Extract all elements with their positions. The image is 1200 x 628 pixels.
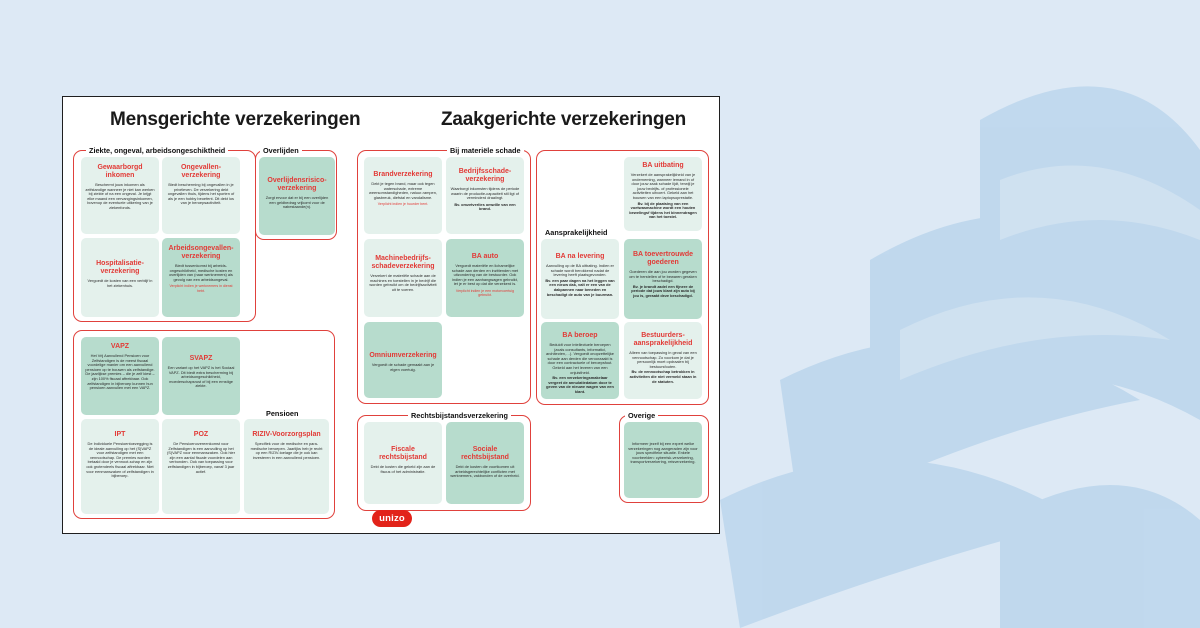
card-ba-toevertrouwde-goederen	[624, 239, 702, 319]
card-gewaarborgd-inkomen	[81, 157, 159, 234]
card-title: RIZIV-Voorzorgsplan	[252, 431, 321, 438]
card-title: Bestuurders-aansprakelijkheid	[633, 332, 693, 347]
card-riziv-voorzorgsplan	[244, 419, 329, 514]
card-note: Bv. je brandt zadel een fijnere de periode dat jouw klant zijn auto bij jou is, geraakt deze beschadigd.	[631, 283, 695, 298]
card-note: Bv. de vennootschap betrokken in activiteiten die niet vermeld staan in de statuten.	[629, 369, 697, 384]
card-bedrijfsschadeverzekering	[446, 157, 524, 234]
card-desc: Een variant op het VAPZ is het Sociaal VAPZ. Dit biedt extra bescherming bij arbeidsongeschiktheid, moederschapsrust of bij een ernstige ziekte.	[167, 365, 235, 389]
card-desc: Dekt de kosten die voortkomen uit arbeidsgerechtelijke conflicten met werknemers, vakbonden of de overheid.	[450, 464, 520, 479]
card-fiscale-rechtsbijstand	[364, 422, 442, 504]
card-desc: Specifiek voor de medische en para-medische beroepen. Jaarlijks heb je recht op een RIZIV-toelage die je ook kan investeren in een aanvullend pensioen.	[250, 441, 323, 460]
group-label-rechtsbijstand: Rechtsbijstandsverzekering	[408, 411, 511, 420]
card-note: Verplicht indien je huurder bent.	[377, 202, 429, 207]
card-title: Hospitalisatie-verzekering	[96, 260, 144, 275]
card-ba-auto	[446, 239, 524, 317]
group-label-pensioen: Pensioen	[263, 409, 301, 418]
card-bestuurdersaansprakelijkheid	[624, 322, 702, 399]
card-desc: Informeer jezelf bij een expert welke verzekeringen nog aangeraden zijn voor jouw specifieke situatie. Enkele voorbeelden: cyberrisk-verzekering, transportverzekering, reisverzekering.	[628, 441, 698, 465]
card-desc: Zorgt ervoor dat er bij een overlijden een geldbedrag vrijkomt voor de nabestaande(n).	[265, 195, 329, 210]
card-machinebedrijfsschadeverzekering	[364, 239, 442, 317]
card-overige	[624, 422, 702, 498]
card-note: Verplicht indien je werknemers in dienst hebt.	[169, 284, 233, 293]
group-label-overige: Overige	[625, 411, 658, 420]
card-poz	[162, 419, 240, 514]
card-title: VAPZ	[110, 343, 130, 350]
group-label-aansprakelijkheid: Aansprakelijkheid	[542, 228, 610, 237]
card-desc: Biedt tussenkomst bij arbeids-ongeschiktheid, medische kosten en overlijden van (naar werknemers) als gevolg van een arbeidsongeval.	[169, 263, 233, 282]
card-svapz	[162, 337, 240, 415]
card-title: POZ	[193, 431, 209, 438]
card-note: Bv. een verzekeringsmakelaar vergeet de annulatiedatum door te geven van de nieuwe wagen van een klant.	[546, 375, 614, 394]
card-title: Omniumverzekering	[369, 352, 437, 359]
card-desc: Vergoedt de schade gemaakt aan je eigen voertuig.	[371, 362, 435, 372]
card-hospitalisatieverzekering	[81, 238, 159, 317]
card-desc: De Individuele Pensioentoezegging is de ideale aanvulling op het (S)VAPZ voor zelfstandigen met een vennootschap. De premies worden betaald door je vennoot-schap en zijn ook grotendeels fiscaal aftrekbaar. Niet voor eenmanszaken of zelfstandigen in bijberoep.	[86, 441, 154, 479]
card-desc: Verzekert de materiële schade aan de machines en toestellen in je bedrijf die worden gebruikt om de bedrijfsactiviteit uit te voeren.	[369, 273, 437, 292]
card-vapz	[81, 337, 159, 415]
group-label-overlijden: Overlijden	[260, 146, 302, 155]
unizo-logo: unizo	[372, 510, 412, 527]
card-desc: Vergoedt materiële en lichamelijke schade aan derden en inzittenden met uitzondering van de bestuurder. Ook indien je een aanhangwagen gebruikt, let je er best op dat die verzekerd is.	[451, 263, 519, 287]
card-title: Arbeidsongevallen-verzekering	[168, 245, 234, 260]
card-omniumverzekering	[364, 322, 442, 398]
card-title: Bedrijfsschade-verzekering	[458, 168, 512, 183]
card-title: BA uitbating	[642, 162, 684, 169]
card-title: Fiscale rechtsbijstand	[379, 446, 427, 461]
card-title: Sociale rechtsbijstand	[461, 446, 509, 461]
card-note: Bv. bij de plaatsing van een voetwasmachine wordt een houten bewelingsf tijdens het binnendragen van het toestel.	[629, 200, 697, 220]
card-desc: Waarborgt inkomsten tijdens de periode waarin de productie-capaciteit stil ligt of verminderd draaiingt.	[450, 186, 520, 201]
insurance-poster	[63, 97, 719, 533]
card-ba-uitbating	[624, 157, 702, 231]
card-desc: Beduidt voor intellectuele beroepen (zoals consultants, informatici, architecten,…). Vergoedt onopzettelijke schade aan derden die veroorzaakt is door een contractuele of beroepsfout. Gekeld aan het leveren van een onjuistheid.	[546, 342, 614, 375]
card-brandverzekering	[364, 157, 442, 234]
title-zaakgericht: Zaakgerichte verzekeringen	[441, 109, 687, 130]
card-ongevallenverzekering	[162, 157, 240, 234]
card-desc: Beschermt jouw inkomen als zelfstandige wanneer je niet kan werken bij ziekte of na een ongeval. Je krijgt elke maand een vervangingsinkomen, bovenop de eventuele uitkering van je ziekenfonds.	[85, 182, 155, 210]
card-title: Overlijdensrisico-verzekering	[267, 177, 327, 192]
card-title: Brandverzekering	[373, 171, 433, 178]
card-title: BA beroep	[562, 332, 598, 339]
card-desc: Verzekert de aansprakelijkheid van je onderneming, wanneer iemand in of door jouw zaak schade lijdt, terwijl je jouw bedrijfs- of professionele activiteiten uitvoert. Gekeld aan het bouwen van een laptopsoprestatie.	[630, 172, 696, 200]
card-arbeidsongevallenverzekering	[162, 238, 240, 317]
card-desc: Dekt je tegen brand, maar ook tegen waterschade, extreme weersomstandigheden, natuur-rampen, glasbreuk, diefstal en vandalisme.	[369, 181, 437, 200]
card-desc: Het Vrij Aanvullend Pensioen voor Zelfstandigen is de meest fiscaal voordelige manier om een aanvullend pensioen op te bouwen als zelfstandige. De jaarlijkse premies – die je zelf kiest – zijn 100% fiscaal aftrekbaar. Ook zelfstandigen in bijberoep kunnen hun pensioen aanvullen met een VAPZ.	[85, 353, 155, 391]
card-desc: Goederen die aan jou worden gegeven om te herstellen of te bewaren geraken beschadigd.	[629, 269, 697, 284]
card-desc: Biedt bescherming bij ongevallen in je privéleven. De verzekering dekt ongevallen thuis, tijdens het sporten of als je een hobby beoefent. Dit dekt los van je beroepsactiviteit.	[167, 182, 235, 206]
card-ipt	[81, 419, 159, 514]
card-title: BA toevertrouwde goederen	[632, 251, 694, 266]
title-mensgericht: Mensgerichte verzekeringen	[110, 109, 361, 130]
card-desc: De Pensioenovereenkomst voor Zelfstandigen is een aanvulling op het (S)VAPZ voor eenmanszaken. Ook hier zijn een aantal fiscale voordelen aan verbonden. Ook van toepassing voor zelfstandigen in bijberoep, vanaf 3 jaar actief.	[166, 441, 236, 474]
group-label-materieel: Bij materiële schade	[447, 146, 524, 155]
group-label-ziekte: Ziekte, ongeval, arbeidsongeschiktheid	[86, 146, 228, 155]
card-sociale-rechtsbijstand	[446, 422, 524, 504]
card-title: Machinebedrijfs-schadeverzekering	[371, 255, 435, 270]
card-title: Ongevallen-verzekering	[180, 164, 222, 179]
card-title: Gewaarborgd inkomen	[97, 164, 143, 179]
card-title: BA auto	[471, 253, 499, 260]
card-note: Verplicht indien je een motorvoertuig gebruikt.	[455, 288, 515, 298]
card-ba-na-levering	[541, 239, 619, 319]
card-title: SVAPZ	[189, 355, 213, 362]
card-desc: Alleen van toepassing in geval van een vennootschap. Zo voorkom je dat je persoonlijk moet opdraaien bij bestuursfouten.	[629, 350, 697, 369]
card-desc: Vergoedt de kosten van een verblijf in het ziekenhuis.	[87, 278, 153, 288]
card-ba-beroep	[541, 322, 619, 399]
card-note: Bv. een paar dagen na het leggen van een nieuw dak, valt er een van de dakpannen naar beneden en beschadigt de auto van je buurman.	[545, 277, 615, 297]
card-note: Bv. omzetverlies omwille van een brand.	[454, 201, 516, 212]
card-overlijdensrisicoverzekering	[259, 157, 335, 235]
card-title: BA na levering	[555, 253, 605, 260]
card-desc: Dekt de kosten die gekeld zijn aan de fiscus of het administratie.	[370, 464, 436, 474]
card-title: IPT	[114, 431, 126, 438]
card-desc: Aanvulling op de BA uitbating. Indien er schade wordt berokkend nadat de levering heeft plaatsgevonden.	[546, 263, 614, 278]
